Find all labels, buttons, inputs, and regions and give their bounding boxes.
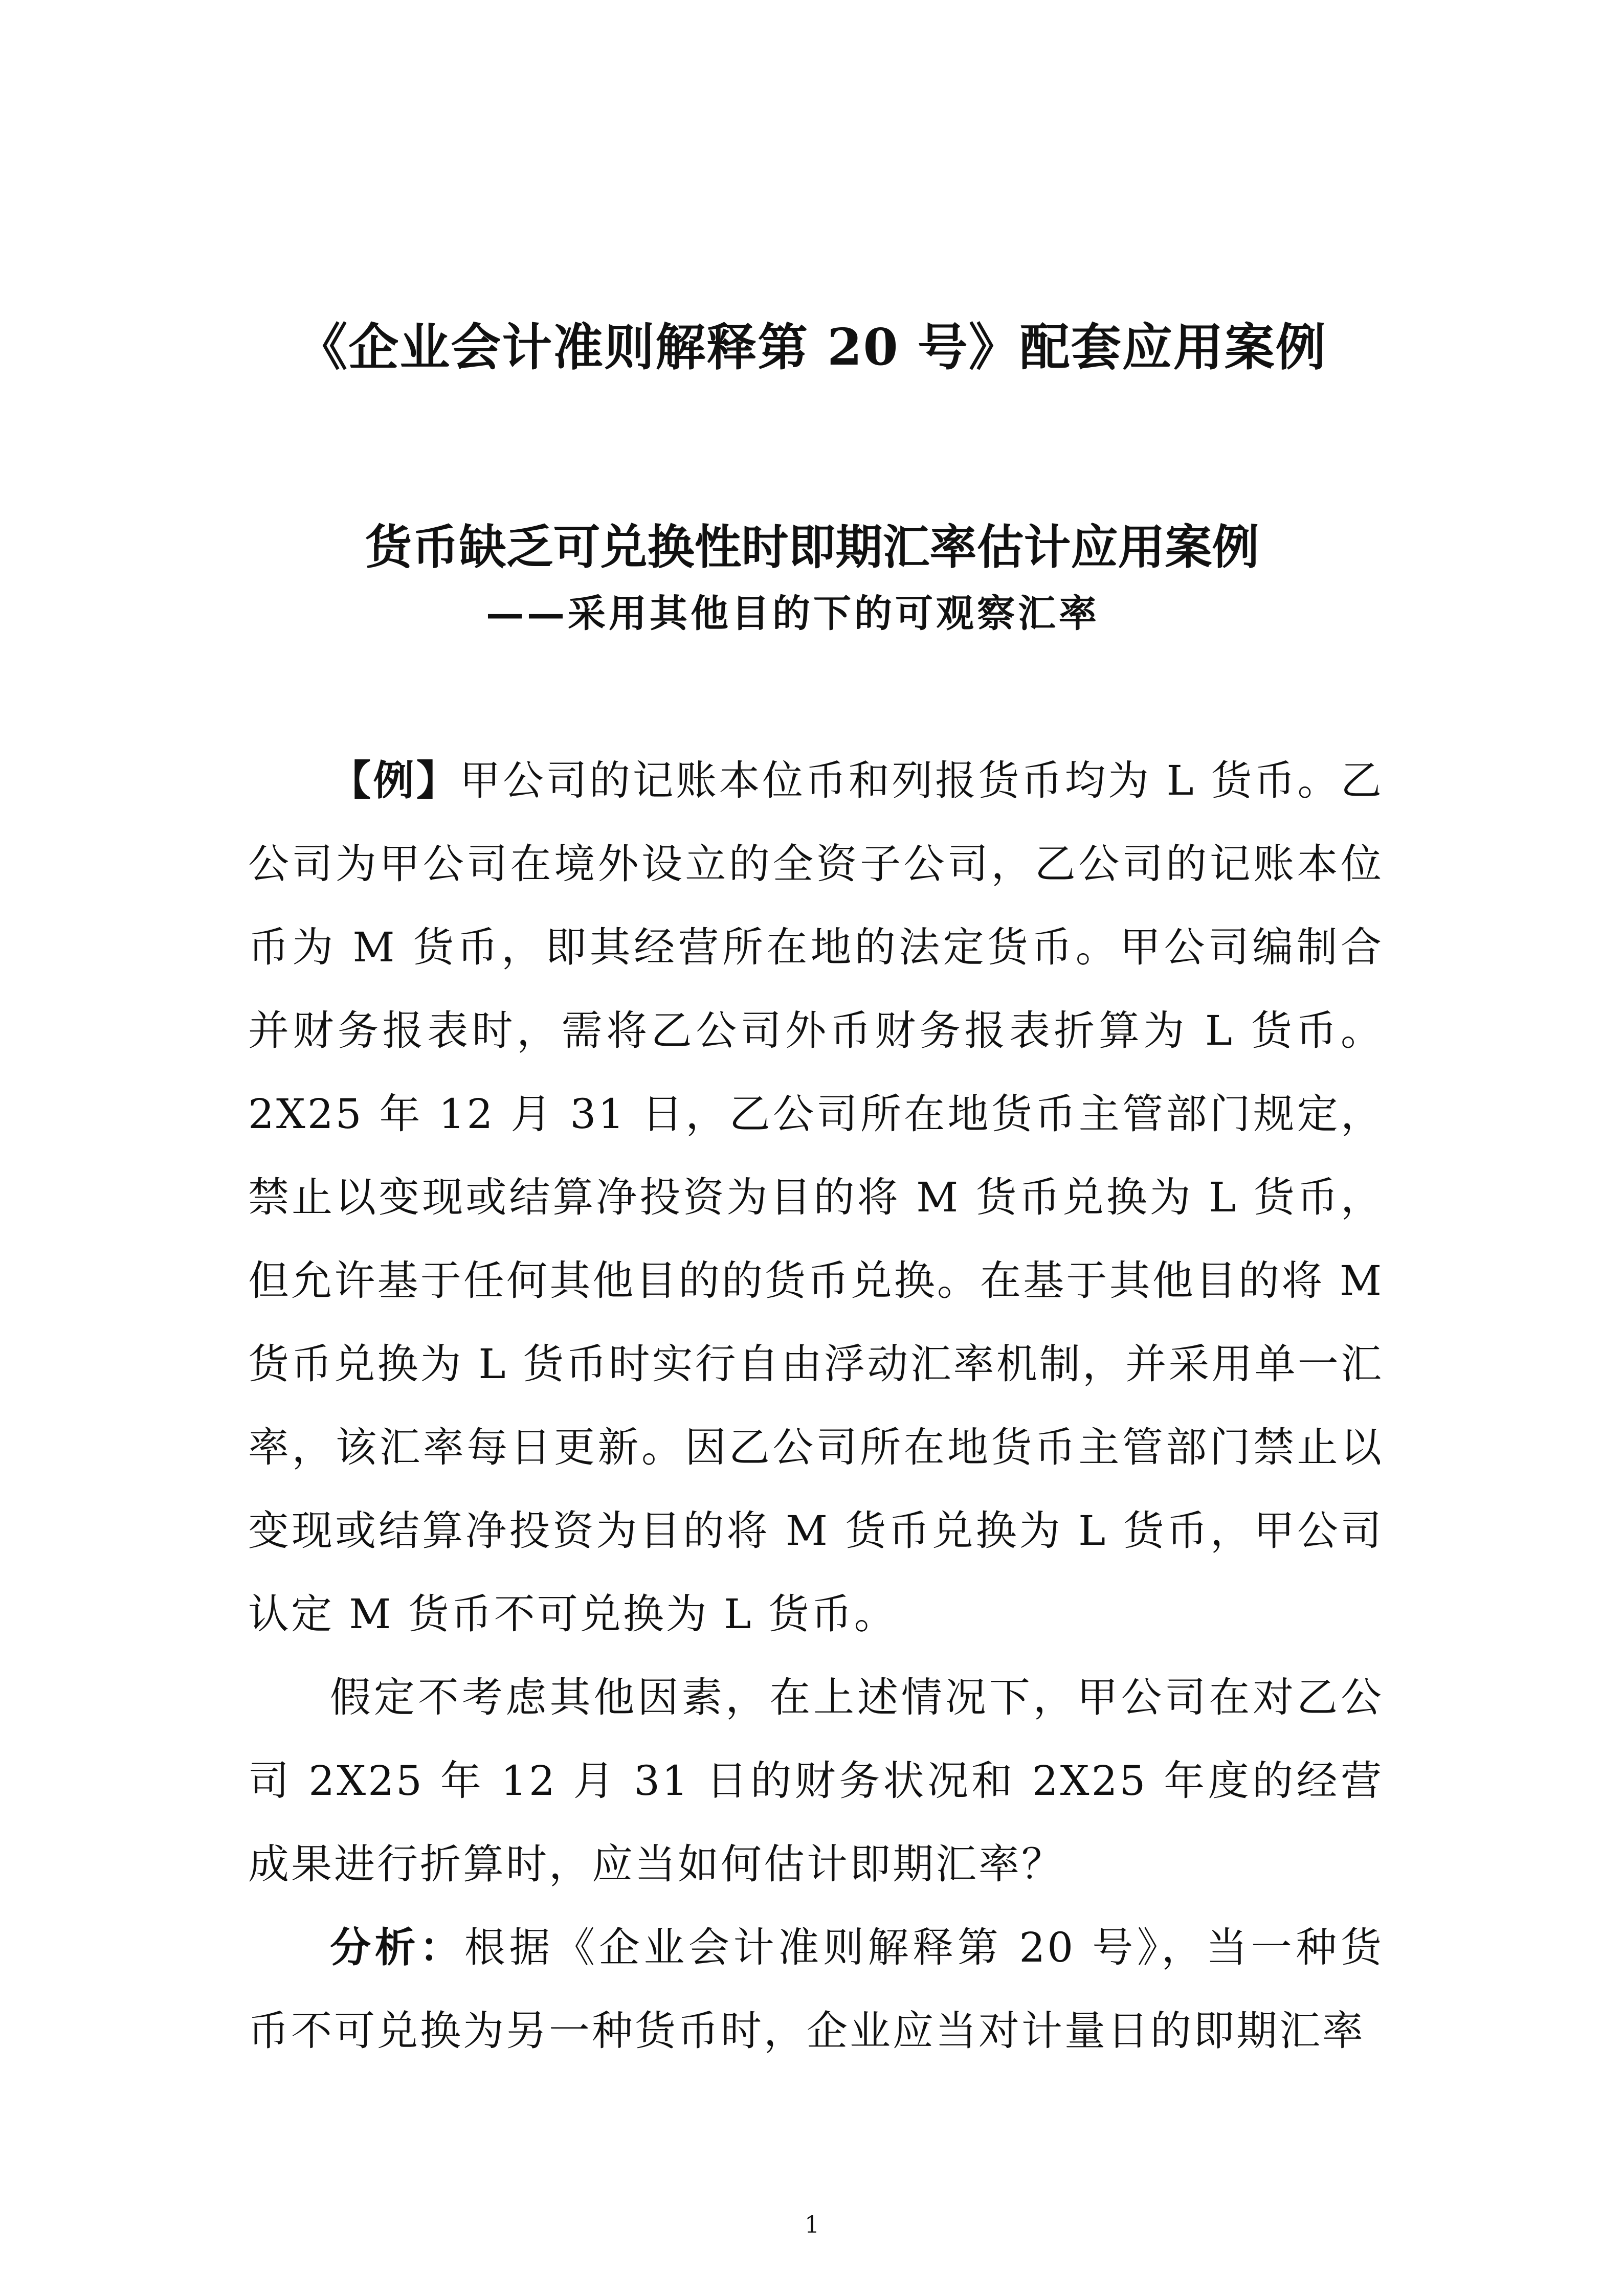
case-subtitle: ——采用其他目的下的可观察汇率 bbox=[486, 592, 1100, 636]
main-title: 《企业会计准则解释第 20 号》配套应用案例 bbox=[297, 318, 1327, 377]
document-body bbox=[248, 739, 1384, 2073]
case-title: 货币缺乏可兑换性时即期汇率估计应用案例 bbox=[365, 520, 1259, 575]
question-paragraph: 假定不考虑其他因素，在上述情况下，甲公司在对乙公司 2X25 年 12 月 31 日的财务状况和 2X25 年度的经营成果进行折算时，应当如何估计即期汇率？ bbox=[248, 1674, 1384, 1888]
analysis-text: 根据《企业会计准则解释第 20 号》，当一种货币不可兑换为另一种货币时，企业应当对计量日的即期汇率 bbox=[248, 1924, 1384, 2055]
analysis-label: 分析： bbox=[330, 1923, 464, 1971]
page-number: 1 bbox=[804, 2211, 820, 2238]
analysis-paragraph bbox=[248, 1906, 1384, 2073]
example-text: 甲公司的记账本位币和列报货币均为 L 货币。乙公司为甲公司在境外设立的全资子公司，乙公司的记账本位币为 M 货币，即其经营所在地的法定货币。甲公司编制合并财务报表时，需将乙公司外币财务报表折算为 L 货币。2X25 年 12 月 31 日，乙公司所在地货币主管部门规定，禁止以变现或结算净投资为目的将 M 货币兑换为 L 货币，但允许基于任何其他目的的货币兑换。在基于其他目的将 M 货币兑换为 L 货币时实行自由浮动汇率机制，并采用单一汇率，该汇率每日更新。因乙公司所在地货币主管部门禁止以变现或结算净投资为目的将 M 货币兑换为 L 货币，甲公司认定 M 货币不可兑换为 L 货币。 bbox=[248, 757, 1384, 1638]
example-paragraph bbox=[248, 739, 1384, 1656]
example-label: 【例】 bbox=[330, 756, 460, 804]
